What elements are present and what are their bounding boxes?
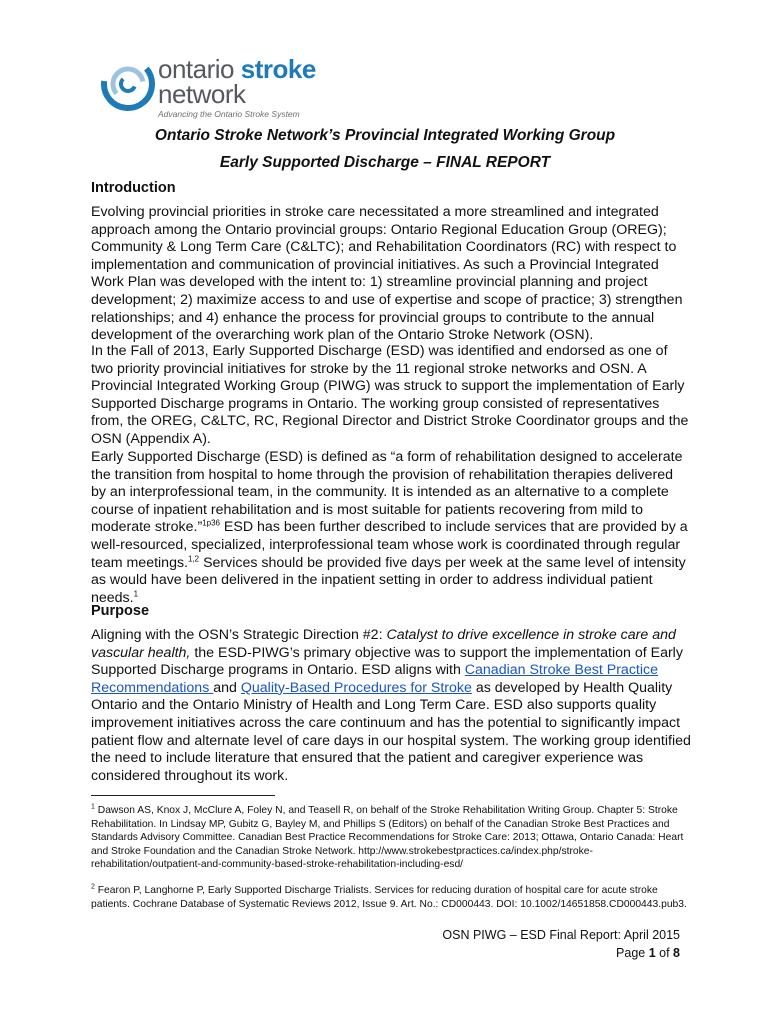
- logo-wordmark-line2: network: [158, 79, 246, 109]
- footer-page-number: Page 1 of 8: [616, 946, 680, 960]
- quality-based-procedures-link[interactable]: Quality-Based Procedures for Stroke: [240, 679, 472, 696]
- canadian-stroke-best-practice-link[interactable]: Canadian Stroke Best Practice Recommendations: [91, 662, 658, 696]
- purpose-heading: Purpose: [91, 603, 150, 619]
- logo-tagline: Advancing the Ontario Stroke System: [158, 109, 300, 119]
- footnote-ref: 1: [133, 589, 139, 599]
- introduction-paragraph-3: Early Supported Discharge (ESD) is defined as “a form of rehabilitation designed to accelerate the transition from hospital to home through the provision of rehabilitation therapies delivered by an interprofessional team, in the community. It is intended as an alternative to a complete course of inpatient rehabilitation and is most suitable for patients recovering from mild to moderate stroke.”$^{1p36}$ ESD has been further described to include services that are provided by a well-resourced, specialized, interprofessional team whose work is coordinated through regular team meetings.$^{1,2}$ Services should be provided five days per week at the same level of intensity as would have been delivered in the inpatient setting in order to address individual patient needs.$^1$: [91, 449, 688, 606]
- introduction-paragraph-2: In the Fall of 2013, Early Supported Discharge (ESD) was identified and endorsed as one of two priority provincial initiatives for stroke by the 11 regional stroke networks and OSN. A Provincial Integrated Working Group (PIWG) was struck to support the implementation of Early Supported Discharge programs in Ontario. The working group consisted of representatives from, the OREG, C&LTC, RC, Regional Director and District Stroke Coordinator groups and the OSN (Appendix A).: [91, 343, 689, 447]
- footnote-2: $^2$ Fearon P, Langhorne P, Early Supported Discharge Trialists. Services for reducing duration of hospital care for acute stroke patients. Cochrane Database of Systematic Reviews 2012, Issue 9. Art. No.: CD000443. DOI: 10.1002/14651858.CD000443.pub3.: [91, 883, 687, 910]
- report-title-line1: Ontario Stroke Network’s Provincial Integrated Working Group: [154, 127, 616, 144]
- introduction-paragraph-1: Evolving provincial priorities in stroke care necessitated a more streamlined and integrated approach among the Ontario provincial groups: Ontario Regional Education Group (OREG); Community & Long Term Care (C&LTC); and Rehabilitation Coordinators (RC) with respect to implementation and communication of provincial initiatives. As such a Provincial Integrated Work Plan was developed with the intent to: 1) streamline provincial planning and project development; 2) maximize access to and use of expertise and scope of practice; 3) strengthen relationships; and 4) enhance the process for provincial groups to contribute to the annual development of the overarching work plan of the Ontario Stroke Network (OSN).: [91, 204, 683, 344]
- footnote-divider: [91, 795, 275, 796]
- footnote-ref: 1,2: [188, 553, 200, 563]
- logo-swirl-icon: [100, 52, 156, 116]
- introduction-heading: Introduction: [91, 180, 176, 196]
- ontario-stroke-network-logo: [100, 52, 316, 122]
- logo-wordmark-line1: ontario stroke: [158, 54, 316, 84]
- footnote-ref: 1p36: [202, 518, 220, 528]
- footer-report-label: OSN PIWG – ESD Final Report: April 2015: [442, 928, 680, 942]
- footnote-1: $^1$ Dawson AS, Knox J, McClure A, Foley N, and Teasell R, on behalf of the Stroke Rehabilitation Writing Group. Chapter 5: Stroke Rehabilitation. In Lindsay MP, Gubitz G, Bayley M, and Phillips S (Editors) on behalf of the Canadian Stroke Best Practices and Standards Advisory Committee. Canadian Best Practice Recommendations for Stroke Care: 2013; Ottawa, Ontario Canada: Heart and Stroke Foundation and the Canadian Stroke Network. http://www.strokebestpractices.ca/index.php/stroke-rehabilitation/outpatient-and-community-based-stroke-rehabilitation-including-esd/: [91, 803, 684, 870]
- report-title-line2: Early Supported Discharge – FINAL REPORT: [219, 154, 551, 171]
- purpose-paragraph: Aligning with the OSN’s Strategic Direction #2: Catalyst to drive excellence in stroke care and vascular health, the ESD-PIWG’s primary objective was to support the implementation of Early Supported Discharge programs in Ontario. ESD aligns with Canadian Stroke Best Practice Recommendations and Quality-Based Procedures for Stroke as developed by Health Quality Ontario and the Ontario Ministry of Health and Long Term Care. ESD also supports quality improvement initiatives across the care continuum and has the potential to significantly impact patient flow and alternate level of care days in our hospital system. The working group identified the need to include literature that ensured that the patient and caregiver experience was considered throughout its work.: [91, 627, 691, 784]
